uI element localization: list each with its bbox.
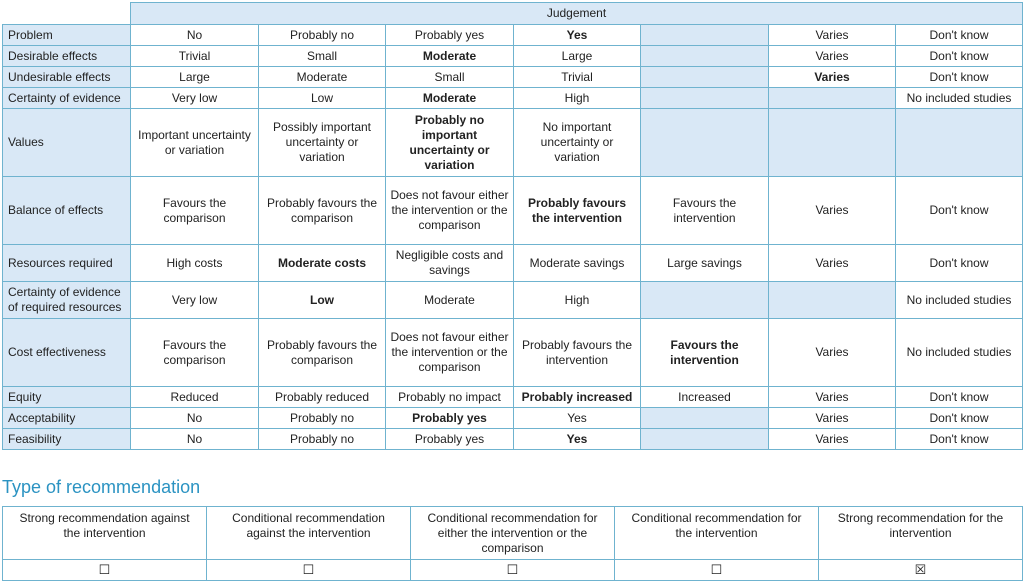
empty-cell xyxy=(641,408,769,429)
selected-judgement-cell: Favours the intervention xyxy=(641,319,769,387)
judgement-cell: Small xyxy=(259,46,386,67)
checkbox[interactable]: ☐ xyxy=(3,560,207,581)
judgement-cell: Possibly important uncertainty or variation xyxy=(259,109,386,177)
checkbox[interactable]: ☐ xyxy=(615,560,819,581)
judgement-table xyxy=(2,2,1023,450)
empty-cell xyxy=(896,109,1023,177)
judgement-cell: Moderate savings xyxy=(514,245,641,282)
judgement-cell: Trivial xyxy=(514,67,641,88)
judgement-cell: Probably yes xyxy=(386,429,514,450)
judgement-cell: Moderate xyxy=(259,67,386,88)
judgement-cell: Large xyxy=(514,46,641,67)
selected-judgement-cell: Probably yes xyxy=(386,408,514,429)
judgement-header: Judgement xyxy=(131,3,1023,25)
judgement-cell: Low xyxy=(259,88,386,109)
judgement-cell: Very low xyxy=(131,88,259,109)
judgement-cell: Probably no xyxy=(259,25,386,46)
judgement-cell: Favours the comparison xyxy=(131,319,259,387)
judgement-cell: Varies xyxy=(769,387,896,408)
judgement-row xyxy=(3,109,1023,177)
criterion-label: Acceptability xyxy=(3,408,131,429)
judgement-cell: Don't know xyxy=(896,25,1023,46)
judgement-row xyxy=(3,46,1023,67)
judgement-row xyxy=(3,319,1023,387)
checkbox[interactable]: ☐ xyxy=(207,560,411,581)
recommendation-label-row xyxy=(3,507,1023,560)
judgement-cell: Probably favours the intervention xyxy=(514,319,641,387)
judgement-cell: Probably reduced xyxy=(259,387,386,408)
empty-cell xyxy=(641,46,769,67)
empty-cell xyxy=(769,109,896,177)
empty-cell xyxy=(769,88,896,109)
judgement-cell: Large xyxy=(131,67,259,88)
judgement-cell: No included studies xyxy=(896,282,1023,319)
judgement-cell: No xyxy=(131,408,259,429)
recommendation-checkbox-row xyxy=(3,560,1023,581)
recommendation-option-label: Strong recommendation for the intervention xyxy=(819,507,1023,560)
judgement-cell: No xyxy=(131,429,259,450)
judgement-row xyxy=(3,245,1023,282)
judgement-cell: Don't know xyxy=(896,67,1023,88)
empty-cell xyxy=(641,25,769,46)
judgement-cell: Moderate xyxy=(386,282,514,319)
header-corner xyxy=(3,3,131,25)
judgement-cell: Favours the comparison xyxy=(131,177,259,245)
judgement-row xyxy=(3,408,1023,429)
judgement-cell: Reduced xyxy=(131,387,259,408)
judgement-cell: Probably no impact xyxy=(386,387,514,408)
judgement-cell: Does not favour either the intervention or the comparison xyxy=(386,319,514,387)
empty-cell xyxy=(641,88,769,109)
criterion-label: Values xyxy=(3,109,131,177)
judgement-cell: Trivial xyxy=(131,46,259,67)
judgement-cell: Varies xyxy=(769,25,896,46)
judgement-cell: Varies xyxy=(769,429,896,450)
criterion-label: Problem xyxy=(3,25,131,46)
selected-judgement-cell: Probably no important uncertainty or variation xyxy=(386,109,514,177)
judgement-cell: Don't know xyxy=(896,177,1023,245)
selected-judgement-cell: Moderate costs xyxy=(259,245,386,282)
recommendation-option-label: Conditional recommendation for the intervention xyxy=(615,507,819,560)
judgement-cell: High xyxy=(514,88,641,109)
criterion-label: Equity xyxy=(3,387,131,408)
judgement-header-row xyxy=(3,3,1023,25)
judgement-cell: Increased xyxy=(641,387,769,408)
judgement-cell: Probably no xyxy=(259,429,386,450)
empty-cell xyxy=(769,282,896,319)
judgement-row xyxy=(3,67,1023,88)
judgement-cell: Important uncertainty or variation xyxy=(131,109,259,177)
judgement-cell: Varies xyxy=(769,408,896,429)
criterion-label: Undesirable effects xyxy=(3,67,131,88)
judgement-cell: Don't know xyxy=(896,429,1023,450)
recommendation-option-label: Conditional recommendation against the intervention xyxy=(207,507,411,560)
judgement-cell: Very low xyxy=(131,282,259,319)
empty-cell xyxy=(641,109,769,177)
checkbox[interactable]: ☐ xyxy=(411,560,615,581)
judgement-cell: Varies xyxy=(769,319,896,387)
criterion-label: Certainty of evidence xyxy=(3,88,131,109)
judgement-cell: No included studies xyxy=(896,319,1023,387)
selected-judgement-cell: Low xyxy=(259,282,386,319)
judgement-cell: Does not favour either the intervention or the comparison xyxy=(386,177,514,245)
judgement-cell: Probably favours the comparison xyxy=(259,177,386,245)
judgement-row xyxy=(3,177,1023,245)
judgement-cell: No included studies xyxy=(896,88,1023,109)
judgement-row xyxy=(3,387,1023,408)
judgement-row xyxy=(3,25,1023,46)
judgement-cell: Varies xyxy=(769,245,896,282)
judgement-cell: Don't know xyxy=(896,387,1023,408)
selected-judgement-cell: Yes xyxy=(514,25,641,46)
judgement-cell: Varies xyxy=(769,177,896,245)
judgement-cell: Probably favours the comparison xyxy=(259,319,386,387)
criterion-label: Cost effectiveness xyxy=(3,319,131,387)
checked-checkbox[interactable]: ☒ xyxy=(819,560,1023,581)
criterion-label: Certainty of evidence of required resources xyxy=(3,282,131,319)
judgement-row xyxy=(3,88,1023,109)
selected-judgement-cell: Yes xyxy=(514,429,641,450)
recommendation-title: Type of recommendation xyxy=(2,477,201,497)
selected-judgement-cell: Varies xyxy=(769,67,896,88)
selected-judgement-cell: Moderate xyxy=(386,88,514,109)
recommendation-table xyxy=(2,506,1023,581)
criterion-label: Feasibility xyxy=(3,429,131,450)
judgement-row xyxy=(3,282,1023,319)
judgement-cell: Negligible costs and savings xyxy=(386,245,514,282)
judgement-cell: Large savings xyxy=(641,245,769,282)
judgement-row xyxy=(3,429,1023,450)
criterion-label: Resources required xyxy=(3,245,131,282)
judgement-cell: Yes xyxy=(514,408,641,429)
selected-judgement-cell: Probably favours the intervention xyxy=(514,177,641,245)
judgement-cell: No xyxy=(131,25,259,46)
judgement-cell: No important uncertainty or variation xyxy=(514,109,641,177)
recommendation-option-label: Conditional recommendation for either the intervention or the comparison xyxy=(411,507,615,560)
judgement-cell: Probably no xyxy=(259,408,386,429)
empty-cell xyxy=(641,429,769,450)
judgement-cell: Favours the intervention xyxy=(641,177,769,245)
judgement-cell: Don't know xyxy=(896,408,1023,429)
selected-judgement-cell: Probably increased xyxy=(514,387,641,408)
empty-cell xyxy=(641,282,769,319)
selected-judgement-cell: Moderate xyxy=(386,46,514,67)
judgement-cell: Don't know xyxy=(896,46,1023,67)
criterion-label: Balance of effects xyxy=(3,177,131,245)
judgement-cell: Don't know xyxy=(896,245,1023,282)
empty-cell xyxy=(641,67,769,88)
recommendation-option-label: Strong recommendation against the intervention xyxy=(3,507,207,560)
judgement-cell: Varies xyxy=(769,46,896,67)
judgement-cell: High xyxy=(514,282,641,319)
judgement-cell: Probably yes xyxy=(386,25,514,46)
judgement-cell: High costs xyxy=(131,245,259,282)
judgement-cell: Small xyxy=(386,67,514,88)
criterion-label: Desirable effects xyxy=(3,46,131,67)
